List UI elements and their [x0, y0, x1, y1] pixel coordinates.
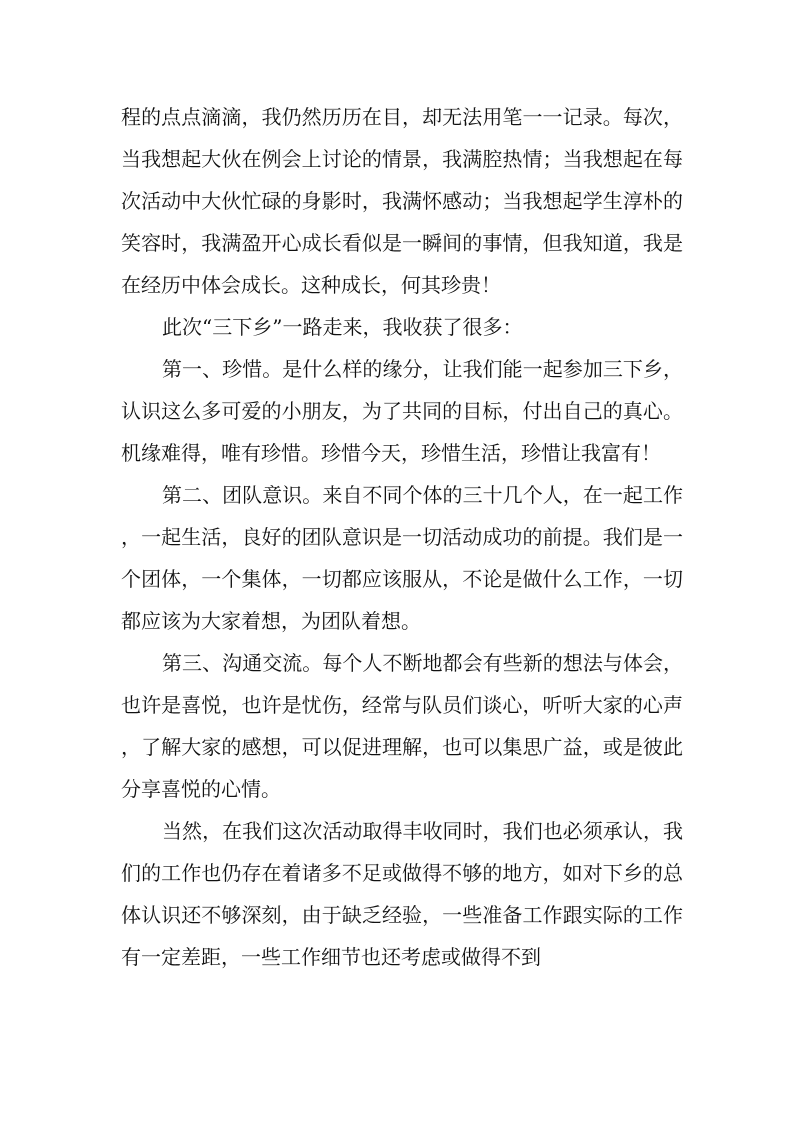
paragraph-3: 第一、珍惜。是什么样的缘分，让我们能一起参加三下乡，认识这么多可爱的小朋友，为了共同的目标，付出自己的真心。机缘难得，唯有珍惜。珍惜今天，珍惜生活，珍惜让我富有！: [121, 357, 683, 465]
paragraph-6: 当然，在我们这次活动取得丰收同时，我们也必须承认，我们的工作也仍存在着诸多不足或做得不够的地方，如对下乡的总体认识还不够深刻，由于缺乏经验，一些准备工作跟实际的工作有一定差距，一些工作细节也还考虑或做得不到: [121, 819, 683, 969]
paragraph-4: 第二、团队意识。来自不同个体的三十几个人，在一起工作，一起生活，良好的团队意识是一切活动成功的前提。我们是一个团体，一个集体，一切都应该服从，不论是做什么工作，一切都应该为大家着想，为团队着想。: [121, 483, 683, 633]
document-body: [121, 96, 683, 978]
paragraph-5: 第三、沟通交流。每个人不断地都会有些新的想法与体会，也许是喜悦，也许是忧伤，经常与队员们谈心，听听大家的心声，了解大家的感想，可以促进理解，也可以集思广益，或是彼此分享喜悦的心情。: [121, 651, 683, 801]
paragraph-1: 程的点点滴滴，我仍然历历在目，却无法用笔一一记录。每次，当我想起大伙在例会上讨论的情景，我满腔热情；当我想起在每次活动中大伙忙碌的身影时，我满怀感动；当我想起学生淳朴的笑容时，我满盈开心成长看似是一瞬间的事情，但我知道，我是在经历中体会成长。这种成长，何其珍贵！: [121, 105, 683, 297]
paragraph-2: 此次“三下乡”一路走来，我收获了很多：: [162, 315, 523, 339]
